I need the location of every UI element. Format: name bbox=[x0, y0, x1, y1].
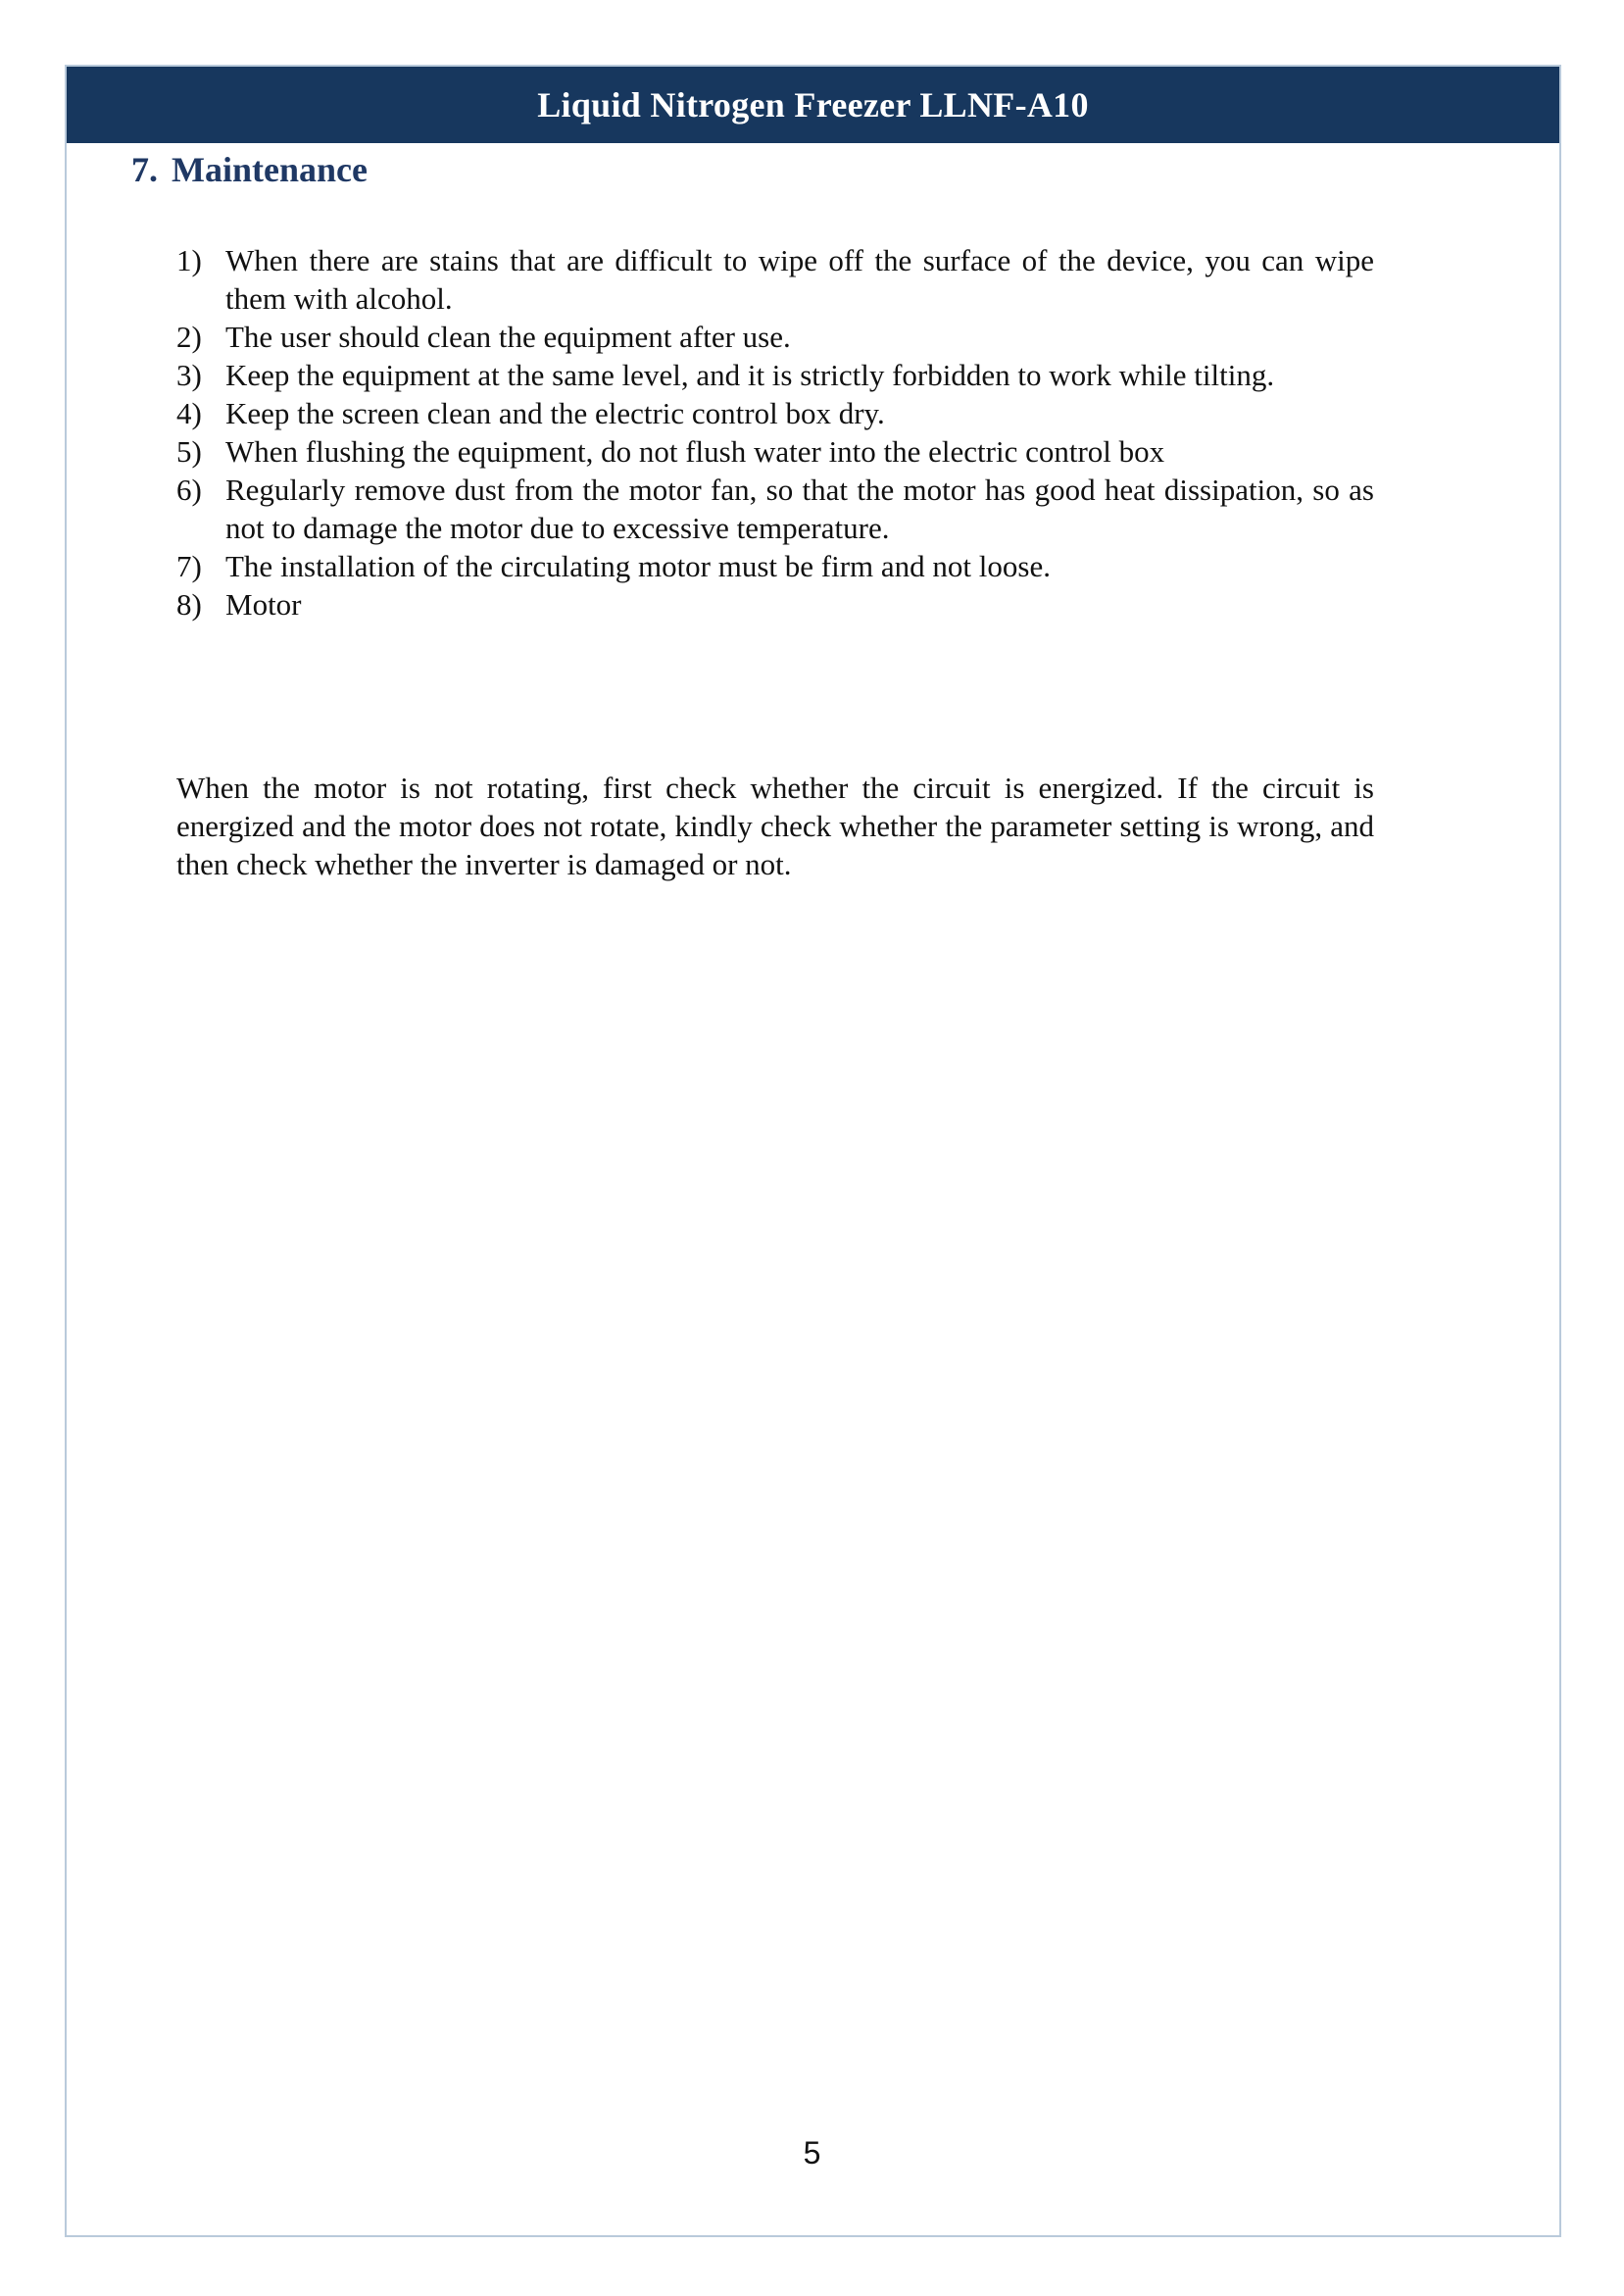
list-item bbox=[176, 471, 1374, 547]
list-item-text: When flushing the equipment, do not flush water into the electric control box bbox=[225, 434, 1165, 469]
list-item-text: The installation of the circulating motor must be firm and not loose. bbox=[225, 549, 1051, 583]
list-item-number: 6) bbox=[176, 473, 202, 507]
list-item-text: Motor bbox=[225, 587, 302, 622]
list-item bbox=[176, 547, 1374, 585]
section-number: 7. bbox=[131, 150, 158, 189]
list-item-number: 2) bbox=[176, 320, 202, 354]
maintenance-list bbox=[176, 241, 1374, 624]
list-item-text: The user should clean the equipment after use. bbox=[225, 320, 791, 354]
list-item-text: Keep the screen clean and the electric control box dry. bbox=[225, 396, 885, 430]
list-item-number: 4) bbox=[176, 396, 202, 430]
list-item bbox=[176, 585, 1374, 624]
section-heading bbox=[131, 149, 368, 190]
list-item-text: Keep the equipment at the same level, and it is strictly forbidden to work while tilting. bbox=[225, 358, 1275, 392]
list-item-number: 1) bbox=[176, 243, 202, 277]
list-item bbox=[176, 241, 1374, 318]
list-item-number: 3) bbox=[176, 358, 202, 392]
list-item-number: 5) bbox=[176, 434, 202, 469]
list-item-text: When there are stains that are difficult to wipe off the surface of the device, you can wipe them with alcohol. bbox=[225, 243, 1374, 316]
document-title: Liquid Nitrogen Freezer LLNF-A10 bbox=[537, 85, 1089, 125]
list-item-number: 8) bbox=[176, 587, 202, 622]
motor-troubleshooting-paragraph: When the motor is not rotating, first check whether the circuit is energized. If the circuit is energized and the motor does not rotate, kindly check whether the parameter setting is wrong, and then check whether the inverter is damaged or not. bbox=[176, 771, 1374, 881]
header-bar bbox=[67, 67, 1559, 143]
page-number: 5 bbox=[803, 2135, 821, 2171]
section-title: Maintenance bbox=[172, 150, 368, 189]
list-item bbox=[176, 432, 1374, 471]
list-item-text: Regularly remove dust from the motor fan, so that the motor has good heat dissipation, so as not to damage the motor due to excessive temperature. bbox=[225, 473, 1374, 545]
list-item bbox=[176, 318, 1374, 356]
list-item bbox=[176, 356, 1374, 394]
list-item bbox=[176, 394, 1374, 432]
list-item-number: 7) bbox=[176, 549, 202, 583]
